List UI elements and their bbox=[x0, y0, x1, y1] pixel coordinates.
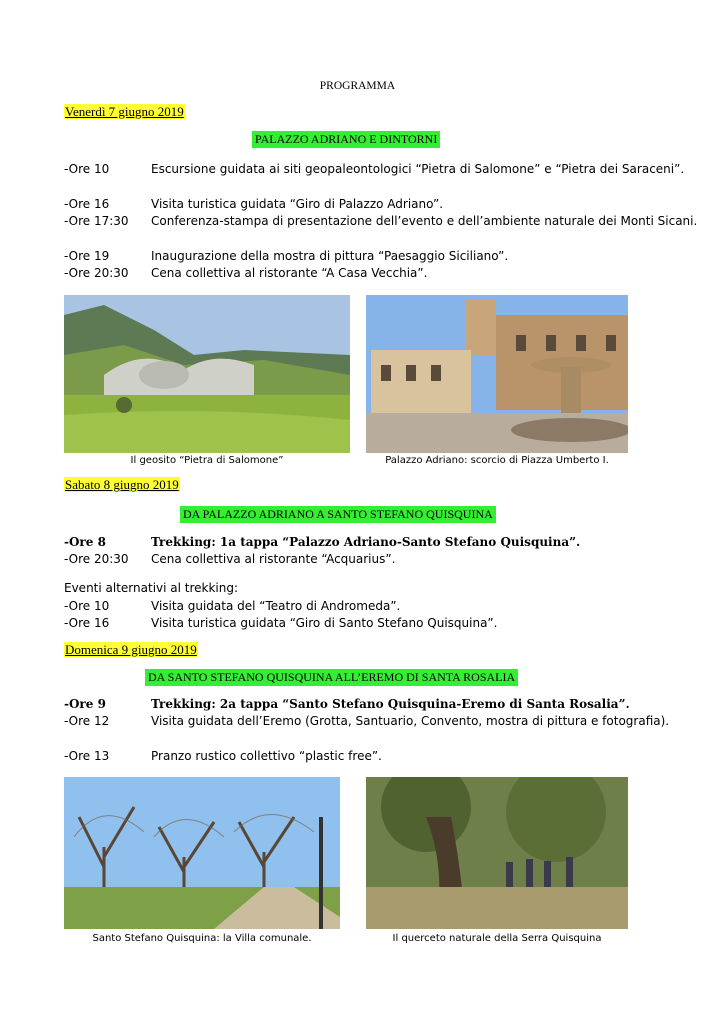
description: Pranzo rustico collettivo “plastic free”. bbox=[151, 749, 382, 763]
time: -Ore 13 bbox=[64, 749, 110, 763]
description: Visita guidata dell’Eremo (Grotta, Santuario, Convento, mostra di pittura e fotografia). bbox=[151, 714, 670, 728]
time: -Ore 16 bbox=[64, 197, 110, 211]
caption: Palazzo Adriano: scorcio di Piazza Umberto I. bbox=[385, 455, 609, 466]
description: Visita turistica guidata “Giro di Palazzo Adriano”. bbox=[151, 197, 444, 211]
description: Cena collettiva al ristorante “Acquarius”. bbox=[151, 552, 396, 566]
description: Visita guidata del “Teatro di Andromeda”. bbox=[151, 599, 401, 613]
photo-querceto bbox=[366, 777, 628, 929]
time: -Ore 17:30 bbox=[64, 214, 129, 228]
time: -Ore 20:30 bbox=[64, 552, 129, 566]
caption: Santo Stefano Quisquina: la Villa comunale. bbox=[92, 933, 312, 944]
time: -Ore 16 bbox=[64, 616, 110, 630]
day1-heading: Venerdì 7 giugno 2019 bbox=[65, 104, 184, 119]
day2-heading: Sabato 8 giugno 2019 bbox=[65, 477, 179, 492]
time: -Ore 19 bbox=[64, 249, 110, 263]
description: Trekking: 1a tappa “Palazzo Adriano-Santo Stefano Quisquina”. bbox=[151, 535, 581, 549]
description: Escursione guidata ai siti geopaleontologici “Pietra di Salomone” e “Pietra dei Saraceni”. bbox=[151, 162, 685, 176]
description: Trekking: 2a tappa “Santo Stefano Quisquina-Eremo di Santa Rosalia”. bbox=[151, 697, 630, 711]
description: Visita turistica guidata “Giro di Santo Stefano Quisquina”. bbox=[151, 616, 498, 630]
caption: Il geosito “Pietra di Salomone” bbox=[130, 455, 284, 466]
caption: Il querceto naturale della Serra Quisquina bbox=[392, 933, 602, 944]
day1-section: PALAZZO ADRIANO E DINTORNI bbox=[252, 131, 440, 148]
time: -Ore 10 bbox=[64, 599, 110, 613]
time: -Ore 8 bbox=[64, 535, 106, 549]
time: -Ore 10 bbox=[64, 162, 110, 176]
description: Conferenza-stampa di presentazione dell’evento e dell’ambiente naturale dei Monti Sicani. bbox=[151, 214, 698, 228]
description: Inaugurazione della mostra di pittura “Paesaggio Siciliano”. bbox=[151, 249, 509, 263]
photo-piazza-umberto bbox=[366, 295, 628, 453]
photo-villa-comunale bbox=[64, 777, 340, 929]
page-title: PROGRAMMA bbox=[319, 80, 396, 92]
day3-section: DA SANTO STEFANO QUISQUINA ALL’EREMO DI SANTA ROSALIA bbox=[145, 669, 518, 686]
time: -Ore 12 bbox=[64, 714, 110, 728]
day3-heading: Domenica 9 giugno 2019 bbox=[65, 642, 197, 657]
time: -Ore 9 bbox=[64, 697, 106, 711]
alt-events-label: Eventi alternativi al trekking: bbox=[64, 581, 239, 595]
description: Cena collettiva al ristorante “A Casa Vecchia”. bbox=[151, 266, 428, 280]
photo-pietra-di-salomone bbox=[64, 295, 350, 453]
day2-section: DA PALAZZO ADRIANO A SANTO STEFANO QUISQUINA bbox=[180, 506, 496, 523]
time: -Ore 20:30 bbox=[64, 266, 129, 280]
